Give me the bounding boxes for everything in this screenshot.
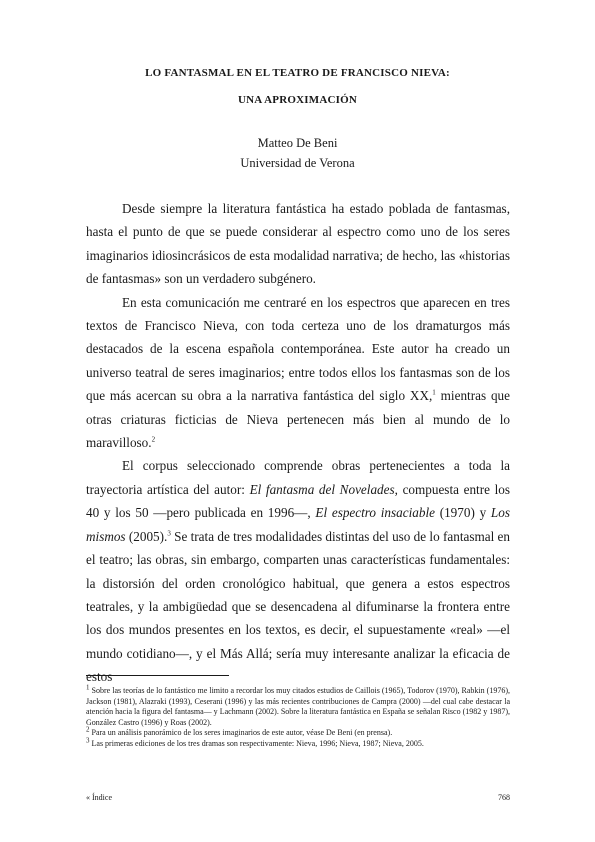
body-text (86, 197, 511, 692)
work-title-1: El fantasma del Novelades (249, 481, 395, 497)
footnote-3 (86, 736, 510, 750)
footnote-separator (86, 675, 229, 676)
paragraph-1 (86, 197, 510, 291)
index-link[interactable]: « Índice (86, 793, 112, 802)
paper-title-line-1: LO FANTASMAL EN EL TEATRO DE FRANCISCO NIEVA: (145, 67, 450, 79)
footnote-ref-2[interactable]: 2 (151, 435, 156, 444)
footnote-ref-3[interactable]: 3 (167, 529, 171, 538)
paragraph-2-text-a: En esta comunicación me centraré en los espectros que aparecen en tres textos de Francisco Nieva, con toda certeza uno de los dramaturgos más destacados de la escena española contemporánea. Este autor ha creado un universo teatral de seres imaginarios; entre todos ellos los fantasmas son de los que más acercan su obra a la narrativa fantástica del siglo XX, (86, 294, 510, 404)
paragraph-3 (86, 454, 510, 688)
footnote-1-text: Sobre las teorías de lo fantástico me limito a recordar los muy citados estudios de Caillois (1965), Todorov (1970), Rabkin (1976), Jackson (1981), Alazraki (1993), Ceserani (1996) y las más recientes contribuciones de Campra (2000) —del cual cabe destacar la atención hacia la figura del fantasma— y Lachmann (2002). Sobre la literatura fantástica en España se señalan Risco (1982 y 1987), González Castro (1996) y Roas (2002). (86, 686, 510, 727)
paragraph-3-text-d: (2005). (125, 528, 168, 544)
footnote-2 (86, 725, 510, 739)
footnotes (86, 683, 510, 750)
paragraph-3-text-c: (1970) y (434, 505, 491, 521)
paper-title-line-2: UNA APROXIMACIÓN (237, 94, 357, 106)
footnote-1 (86, 683, 510, 728)
footnote-3-text: Las primeras ediciones de los tres dramas son respectivamente: Nieva, 1996; Nieva, 1987; Nieva, 2005. (89, 738, 424, 748)
paragraph-2 (86, 291, 510, 455)
page-number: 768 (498, 793, 510, 802)
author-name: Matteo De Beni (257, 136, 338, 150)
work-title-3: Los mismos (86, 505, 510, 544)
work-title-2: El espectro insaciable (315, 505, 435, 521)
paragraph-3-text-a: El corpus seleccionado comprende obras pertenecientes a toda la trayectoria artística del autor: (86, 458, 510, 497)
paragraph-3-text-e: Se trata de tres modalidades distintas del uso de lo fantasmal en el teatro; las obras, sin embargo, comparten unas características fundamentales: la distorsión del orden cronológico habitual, que genera a estos espectros teatrales, y la ambigüedad que se desencadena al difuminarse la frontera entre los dos mundos presentes en los textos, es decir, el supuestamente «real» —el mundo cotidiano—, y el Más Allá; sería muy interesante analizar la eficacia de estos (86, 528, 510, 685)
footnote-2-text: Para un análisis panorámico de los seres imaginarios de este autor, véase De Beni (en prensa). (89, 728, 393, 738)
footnote-ref-1[interactable]: 1 (432, 388, 436, 397)
paragraph-1-text: Desde siempre la literatura fantástica ha estado poblada de fantasmas, hasta el punto de que se puede considerar al espectro como uno de los seres imaginarios idiosincrásicos de esta modalidad narrativa; de hecho, las «historias de fantasmas» son un verdadero subgénero. (86, 201, 510, 287)
footnote-1-number: 1 (86, 683, 90, 692)
author-affiliation: Universidad de Verona (240, 156, 355, 170)
paragraph-3-text-b: , compuesta entre los 40 y los 50 —pero publicada en 1996—, (86, 481, 510, 521)
paragraph-2-text-b: mientras que otras criaturas ficticias de Nieva pertenecen más bien al mundo de lo maravilloso. (86, 388, 511, 451)
footnote-2-number: 2 (86, 725, 90, 734)
footnote-3-number: 3 (86, 736, 90, 745)
